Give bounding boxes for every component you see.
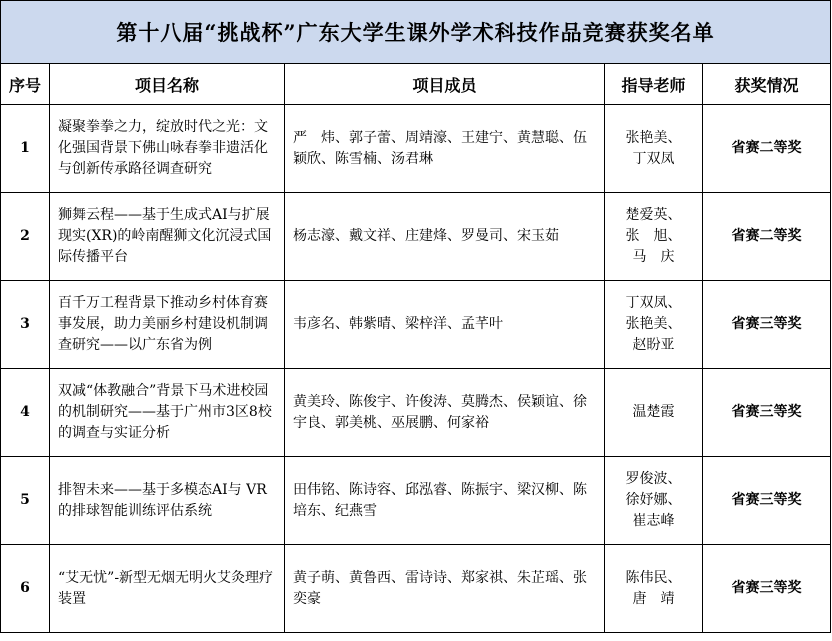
award-result: 省赛三等奖 [703,545,831,633]
project-members: 严 炜、郭子蕾、周靖濠、王建宁、黄慧聪、伍颖欣、陈雪楠、汤君琳 [285,105,605,193]
project-members: 黄子萌、黄鲁西、雷诗诗、郑家祺、朱芷瑶、张奕豪 [285,545,605,633]
teacher-name: 马 庆 [632,249,675,265]
teacher-name: 罗俊波、 [625,471,682,487]
row-index: 1 [1,105,50,193]
teacher-cell [605,545,703,633]
project-members: 韦彦名、韩紫晴、梁梓洋、孟芊叶 [285,281,605,369]
teacher-name: 丁双凤 [632,150,675,167]
teacher-name: 温楚霞 [632,404,675,420]
teacher-name: 徐妤娜、 [625,492,682,508]
row-index: 3 [1,281,50,369]
teacher-cell [605,281,703,369]
teacher-name: 张艳美、 [625,129,682,146]
teacher-name: 赵盼亚 [632,337,675,353]
header-teacher: 指导老师 [605,64,703,105]
project-members: 杨志濠、戴文祥、庄建烽、罗曼司、宋玉茹 [285,193,605,281]
table-row [1,545,831,633]
header-index: 序号 [1,64,50,105]
row-index: 4 [1,369,50,457]
header-award: 获奖情况 [703,64,831,105]
teacher-cell [605,369,703,457]
table-row [1,281,831,369]
table-row [1,457,831,545]
award-result: 省赛二等奖 [703,105,831,193]
row-index: 6 [1,545,50,633]
project-name: “艾无忧”-新型无烟无明火艾灸理疗装置 [50,545,285,633]
teacher-name: 张 旭、 [625,228,682,244]
teacher-name: 唐 靖 [632,590,675,607]
teacher-cell [605,105,703,193]
project-name: 百千万工程背景下推动乡村体育赛事发展，助力美丽乡村建设机制调查研究——以广东省为例 [50,281,285,369]
project-name: 双减“体教融合”背景下马术进校园的机制研究——基于广州市3区8校的调查与实证分析 [50,369,285,457]
project-name: 凝聚拳拳之力，绽放时代之光：文化强国背景下佛山咏春拳非遗活化与创新传承路径调查研究 [50,105,285,193]
table-row [1,193,831,281]
table-row [1,105,831,193]
teacher-cell [605,457,703,545]
table-row [1,369,831,457]
teacher-name: 丁双凤、 [625,295,682,311]
teacher-cell [605,193,703,281]
header-row [1,64,831,105]
project-name: 排智未来——基于多模态AI与 VR的排球智能训练评估系统 [50,457,285,545]
teacher-name: 崔志峰 [632,513,675,529]
header-project: 项目名称 [50,64,285,105]
page-title: 第十八届“挑战杯”广东大学生课外学术科技作品竞赛获奖名单 [1,1,831,64]
teacher-name: 张艳美、 [625,316,682,332]
row-index: 2 [1,193,50,281]
project-name: 狮舞云程——基于生成式AI与扩展现实(XR)的岭南醒狮文化沉浸式国际传播平台 [50,193,285,281]
award-result: 省赛二等奖 [703,193,831,281]
award-result: 省赛三等奖 [703,281,831,369]
project-members: 黄美玲、陈俊宇、许俊涛、莫腾杰、侯颖谊、徐宇良、郭美桃、巫展鹏、何家裕 [285,369,605,457]
teacher-name: 陈伟民、 [625,569,682,586]
header-members: 项目成员 [285,64,605,105]
teacher-name: 楚爱英、 [625,207,682,223]
award-result: 省赛三等奖 [703,457,831,545]
project-members: 田伟铭、陈诗容、邱泓睿、陈振宇、梁汉柳、陈培东、纪燕雪 [285,457,605,545]
row-index: 5 [1,457,50,545]
award-result: 省赛三等奖 [703,369,831,457]
